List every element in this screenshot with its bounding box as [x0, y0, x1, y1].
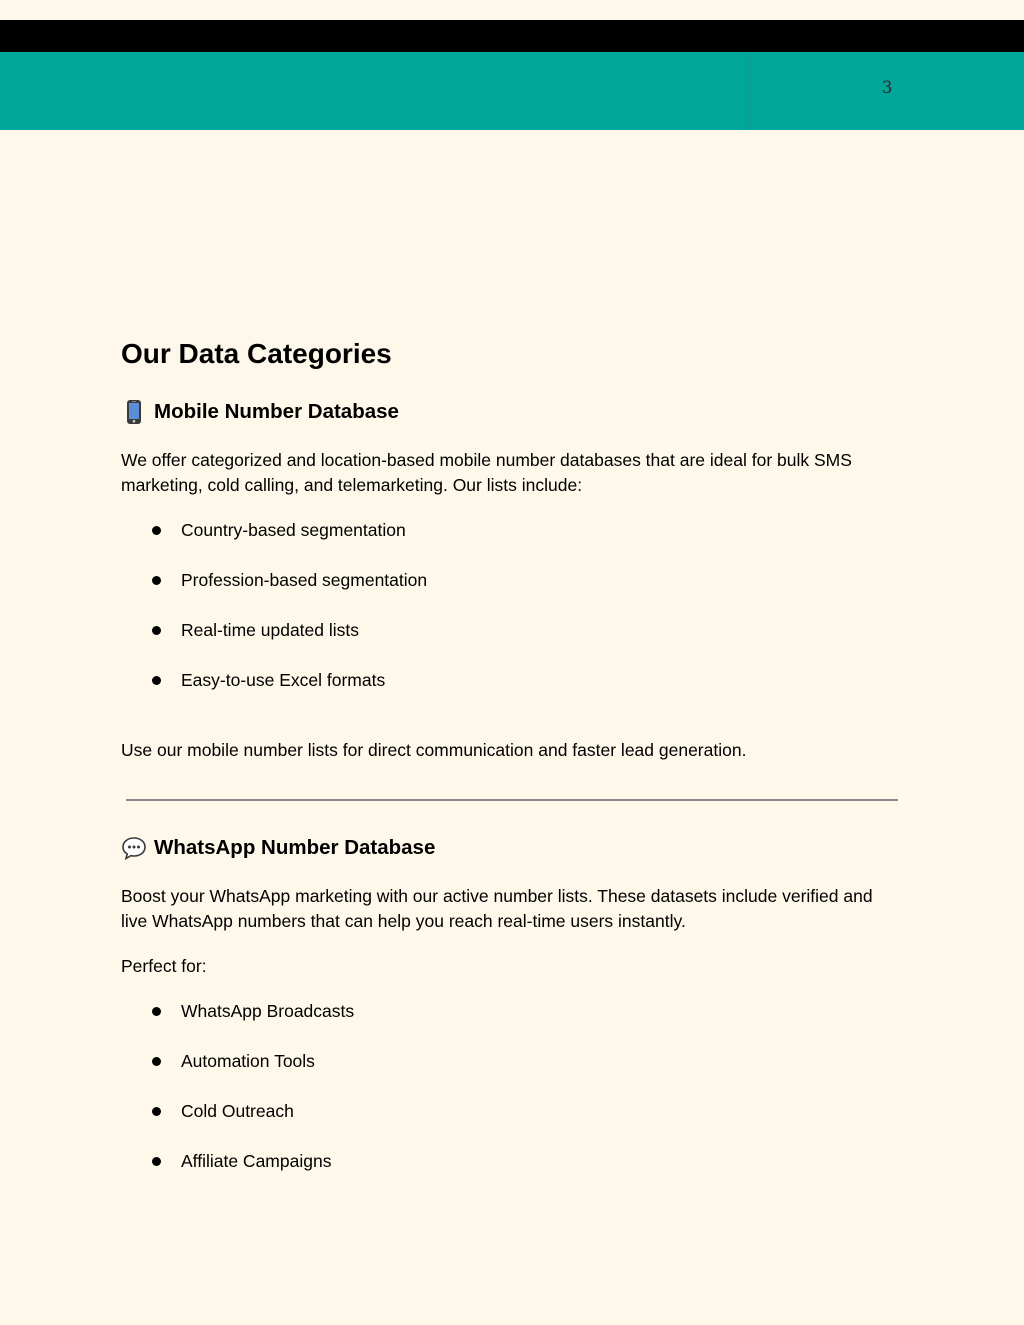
mobile-section-closing: Use our mobile number lists for direct communication and faster lead generation.: [121, 740, 747, 760]
list-item: Profession-based segmentation: [121, 568, 901, 593]
bullet-icon: [152, 576, 161, 585]
bullet-icon: [152, 1157, 161, 1166]
mobile-phone-icon: [121, 399, 147, 425]
whatsapp-section-heading-text: WhatsApp Number Database: [154, 835, 436, 859]
whatsapp-section-heading: [121, 834, 901, 862]
bullet-icon: [152, 526, 161, 535]
bullet-icon: [152, 1007, 161, 1016]
mobile-section: [121, 398, 901, 763]
list-item: Real-time updated lists: [121, 618, 901, 643]
bullet-icon: [152, 676, 161, 685]
list-item: WhatsApp Broadcasts: [121, 999, 901, 1024]
list-item: Country-based segmentation: [121, 518, 901, 543]
mobile-section-heading: [121, 398, 901, 426]
whatsapp-section: [121, 834, 901, 1174]
list-item: Automation Tools: [121, 1049, 901, 1074]
header-teal-band: [0, 52, 1024, 130]
bullet-icon: [152, 1107, 161, 1116]
top-black-band: [0, 20, 1024, 52]
mobile-section-heading-text: Mobile Number Database: [154, 400, 399, 423]
mobile-section-list: [121, 518, 901, 693]
whatsapp-section-list: [121, 999, 901, 1174]
whatsapp-perfect-for: Perfect for:: [121, 955, 207, 976]
page-content: [121, 336, 901, 1199]
mobile-section-intro: We offer categorized and location-based mobile number databases that are ideal for bulk SMS marketing, cold calling, and telemarketing. Our lists include:: [121, 450, 852, 495]
speech-bubble-icon: [121, 835, 147, 861]
page-title: Our Data Categories: [121, 338, 392, 369]
list-item: Easy-to-use Excel formats: [121, 668, 901, 693]
list-item: Affiliate Campaigns: [121, 1149, 901, 1174]
whatsapp-section-intro: Boost your WhatsApp marketing with our active number lists. These datasets include verified and live WhatsApp numbers that can help you reach real-time users instantly.: [121, 885, 873, 931]
bullet-icon: [152, 1057, 161, 1066]
section-divider: [126, 799, 898, 801]
list-item: Cold Outreach: [121, 1099, 901, 1124]
page-number: 3: [881, 78, 893, 98]
header-divider: [750, 52, 751, 130]
bullet-icon: [152, 626, 161, 635]
